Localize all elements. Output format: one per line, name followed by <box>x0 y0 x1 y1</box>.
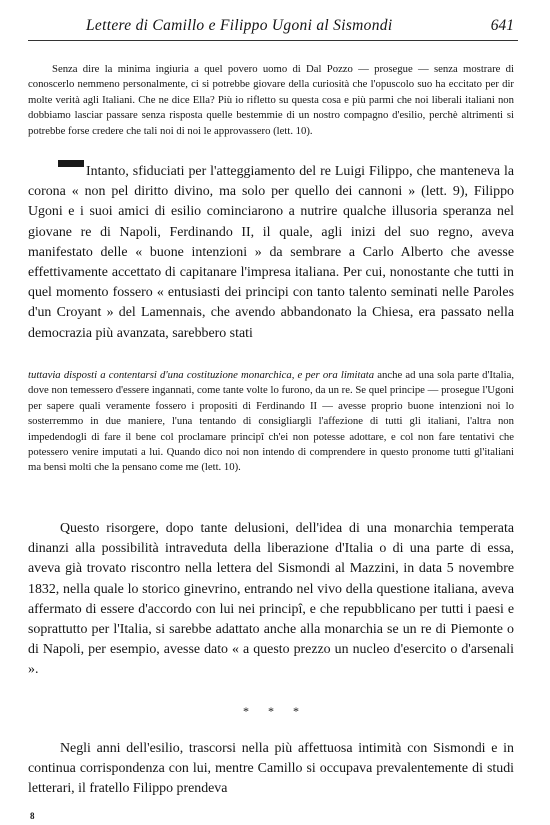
block-quote-2-text: anche ad una sola parte d'Italia, dove non temessero d'essere ingannati, come tante volte lo furono, da un re. Se quel principe — prosegue l'Ugoni per sapere quali veramente fossero i propositi di Ferdinando II — avesse proprio buone intenzioni noi lo sosterremmo in due maniere, l'una tentando di consigliargli l'affezione di tutti gli italiani, l'altra non impedendogli di fare il bene col proclamare principî ch'ei non potesse adottare, e col non fare tentativi che potessero venire imputati a lui. Quando dico noi non intendo di comprendere in questo pronome tutti gl'italiani ma bensì molti che la pensano come me (lett. 10). <box>28 369 514 474</box>
paragraph-2: Questo risorgere, dopo tante delusioni, dell'idea di una monarchia temperata dinanzi alla possibilità intraveduta della liberazione d'Italia o di una parte di essa, aveva già trovato riscontro nella lettera del Sismondi al Mazzini, in data 5 novembre 1832, nella quale lo storico ginevrino, entrando nel vivo della questione italiana, aveva affermato di essere d'accordo con lui nei principî, e che repubblicano per tutti i paesi e soprattutto per l'Italia, si sarebbe adattato anche alla monarchia se un re di Piemonte o di Napoli, per esempio, avesse dato « a questo prezzo un nucleo d'esercito o d'arsenali ». <box>28 521 514 678</box>
block-quote-2-italic: tuttavia disposti a contentarsi d'una costituzione monarchica, e per ora limitata <box>28 369 375 381</box>
paragraph-1-text: Intanto, sfiduciati per l'atteggiamento del re Luigi Filippo, che manteneva la corona « non pel diritto divino, ma solo per quello dei cannoni » (lett. 9), Filippo Ugoni e i suoi amici di esilio cominciarono a nutrire qualche illusoria speranza nel giovane re di Napoli, Ferdinando II, il quale, agli inizi del suo regno, aveva manifestato delle « buone intenzioni » da sembrare a Carlo Alberto che avesse effettivamente accettato di capitanare l'impresa italiana. Per cui, nonostante che tutti in quel momento fossero « entusiasti dei principi con tanto talento seminati nelle Paroles d'un Croyant » del Lamennais, che avendo abbandonato la Chiesa, era passato nella democrazia più avanzata, sarebbero stati <box>28 164 514 341</box>
page-number: 641 <box>490 17 514 34</box>
signature-mark: 8 <box>30 811 35 821</box>
header-rule <box>28 40 518 41</box>
paragraph-3: Negli anni dell'esilio, trascorsi nella più affettuosa intimità con Sismondi e in continua corrispondenza con lui, mentre Camillo si occupava prevalentemente di studi letterari, il fratello Filippo prendeva <box>28 741 514 797</box>
running-title: Lettere di Camillo e Filippo Ugoni al Sismondi <box>86 17 393 34</box>
block-quote-1: Senza dire la minima ingiuria a quel povero uomo di Dal Pozzo — prosegue — senza mostrare di conoscerlo nemmeno personalmente, ci si potrebbe giovare della curiosità che l'opuscolo suo ha eccitato per dir molte verità agli Italiani. Che ne dice Ella? Più io rifletto su questa cosa e più parmi che noi liberali italiani non dobbiamo lasciar passare senza risposta quelle bestemmie di un nostro compagno d'esilio, perchè altrimenti si potrebbe forse credere che tali noi di noi le approvassero (lett. 10). <box>28 63 514 137</box>
paragraph-1 <box>28 160 514 344</box>
running-header <box>18 16 528 38</box>
block-quote-2 <box>28 368 514 476</box>
ink-mark-icon <box>58 160 84 167</box>
section-separator: * * * <box>243 704 307 718</box>
